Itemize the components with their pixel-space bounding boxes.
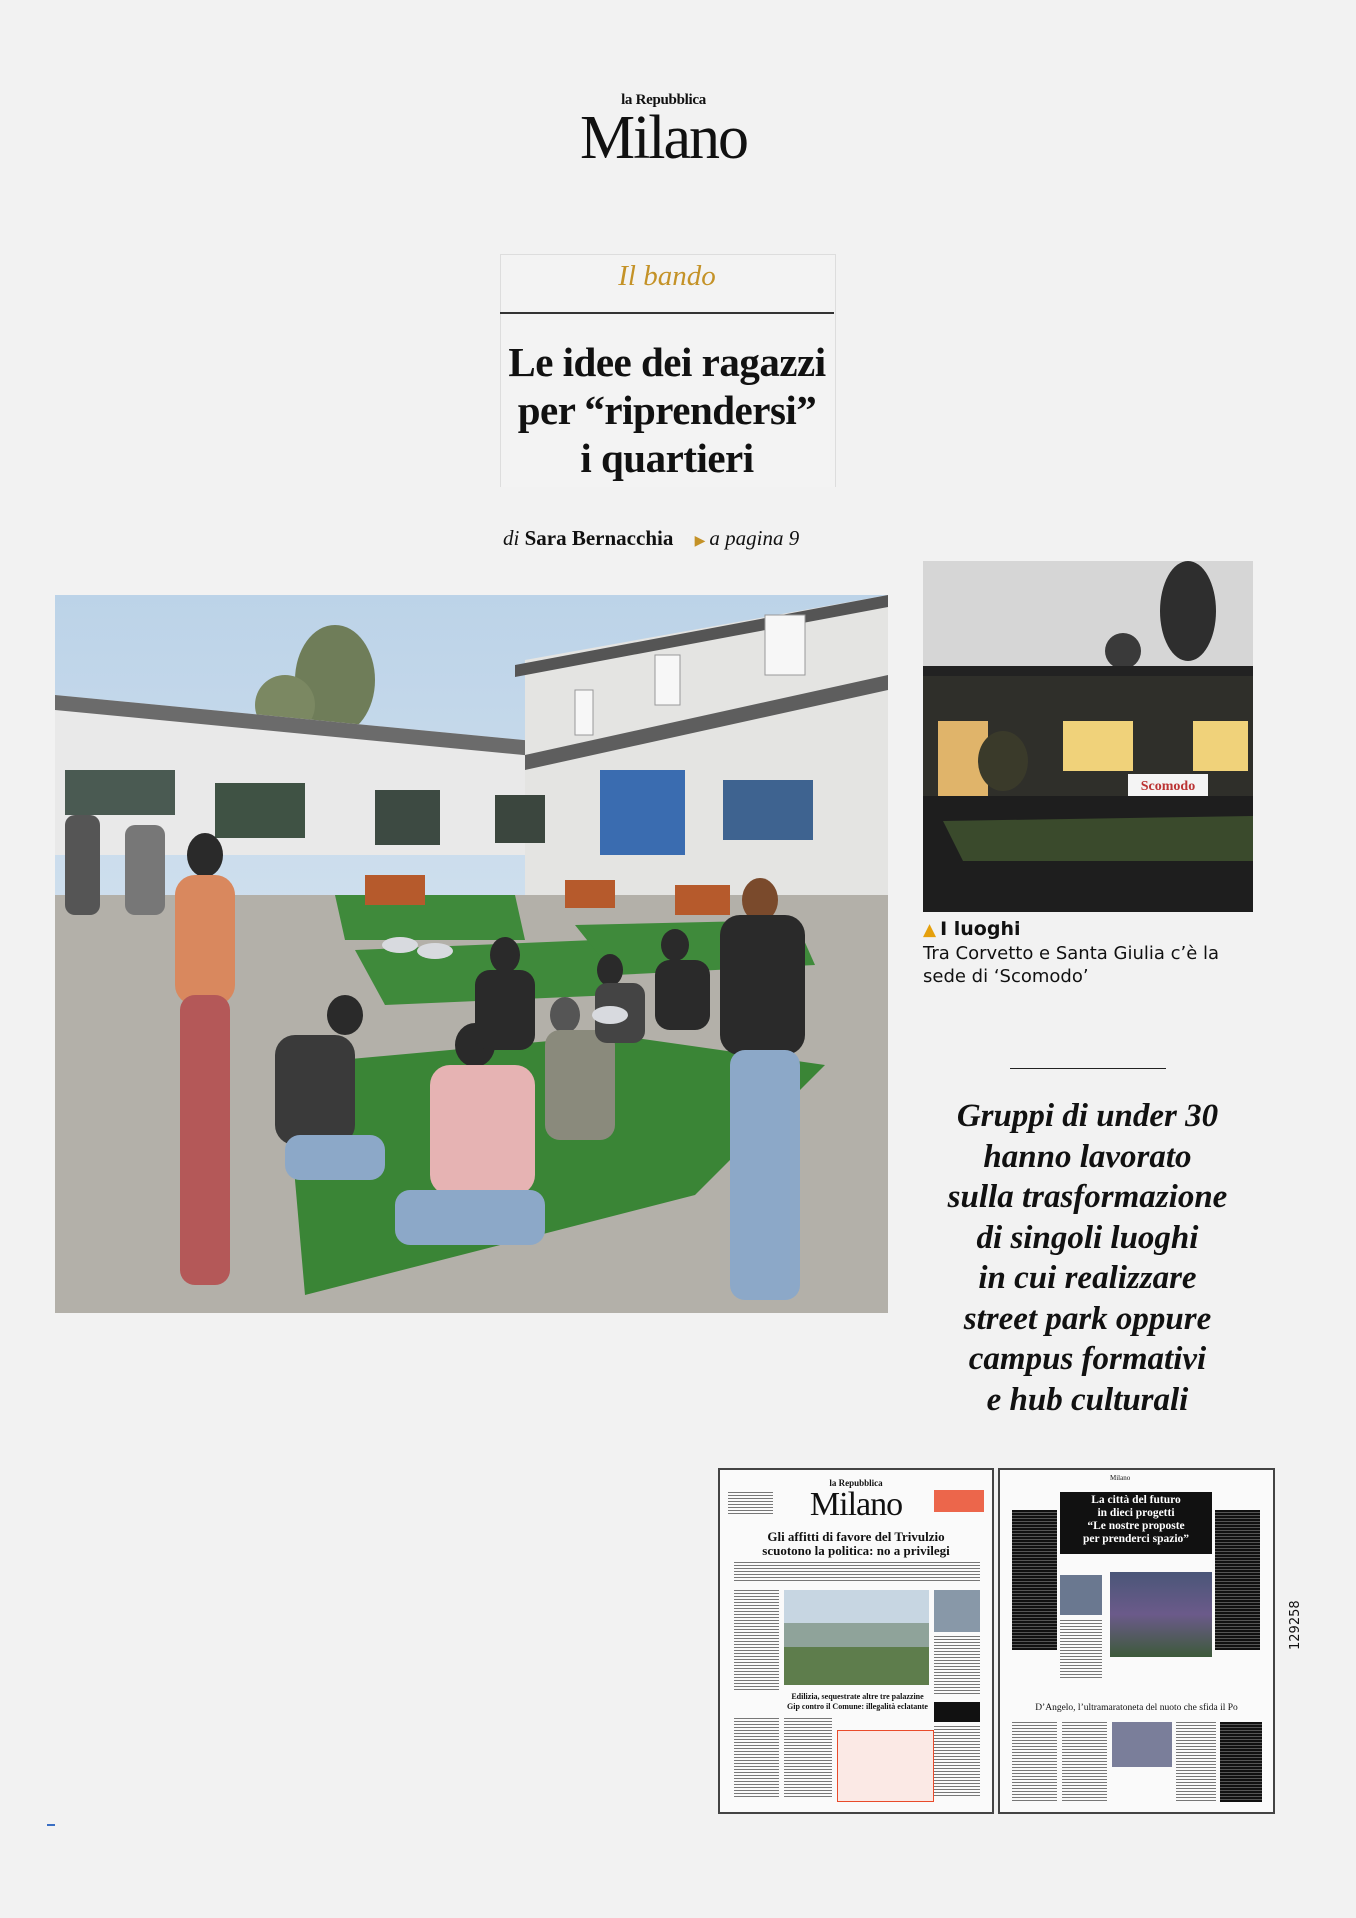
thumb2-headline [1060,1494,1212,1546]
main-photo [55,595,888,1313]
triangle-up-icon: ▲ [923,920,937,940]
thumb-subhead-line: Edilizia, sequestrate altre tre palazzine [791,1692,924,1701]
quote-line: di singoli luoghi [976,1219,1199,1256]
thumb-headline [720,1530,992,1558]
thumb-masthead-small: la Repubblica [829,1478,883,1488]
inside-page-thumbnail[interactable] [998,1468,1275,1814]
byline-prefix: di [503,526,520,550]
quote-line: in cui realizzare [978,1260,1197,1296]
thumb-headline-line: scuotono la politica: no a privilegi [762,1543,950,1558]
headline-line: i quartieri [580,435,754,481]
kicker: Il bando [618,260,716,292]
thumb-headline-line: Gli affitti di favore del Trivulzio [767,1529,945,1544]
headline-line: per “riprendersi” [517,387,817,433]
quote-line: sulla trasformazione [947,1179,1228,1215]
thumb-subhead-line: Gip contro il Comune: illegalità eclatante [787,1702,928,1711]
thumb2-headline-line: “Le nostre proposte [1087,1520,1185,1532]
masthead-small: la Repubblica [621,92,706,108]
thumb2-masthead: Milano [1110,1474,1131,1482]
thumb2-subhead: D’Angelo, l’ultramaratoneta del nuoto che sfida il Po [1035,1703,1238,1713]
thumb2-headline-line: La città del futuro [1091,1494,1181,1506]
quote-line: hanno lavorato [983,1138,1192,1175]
quote-line: e hub culturali [986,1381,1189,1418]
page-reference[interactable]: a pagina 9 [709,526,800,550]
caption-title-text: I luoghi [940,918,1021,940]
caption-title [923,918,1021,940]
scomodo-sign: Scomodo [1140,779,1196,794]
side-photo [923,561,1253,912]
quote-line: street park oppure [963,1300,1212,1337]
page-code: 129258 [1288,1600,1303,1650]
pull-quote [915,1096,1260,1420]
headline-line: Le idee dei ragazzi [508,339,826,385]
masthead-title: Milano [579,104,748,172]
quote-line: campus formativi [968,1341,1207,1377]
quote-line: Gruppi di under 30 [956,1098,1219,1134]
thumb2-headline-line: per prenderci spazio” [1082,1533,1190,1545]
author-name: Sara Bernacchia [524,526,674,550]
thumb2-headline-line: in dieci progetti [1097,1507,1175,1519]
blue-mark [47,1824,55,1826]
thumb-subhead [780,1692,935,1712]
thumb-masthead-title: Milano [809,1486,903,1523]
byline [503,526,799,551]
kicker-rule [500,312,834,314]
front-page-thumbnail[interactable] [718,1468,994,1814]
article-headline[interactable] [485,338,849,482]
caption-text: Tra Corvetto e Santa Giulia c’è la sede di ‘Scomodo’ [923,943,1220,987]
quote-rule [1010,1068,1166,1069]
arrow-right-icon: ▶ [694,534,706,549]
